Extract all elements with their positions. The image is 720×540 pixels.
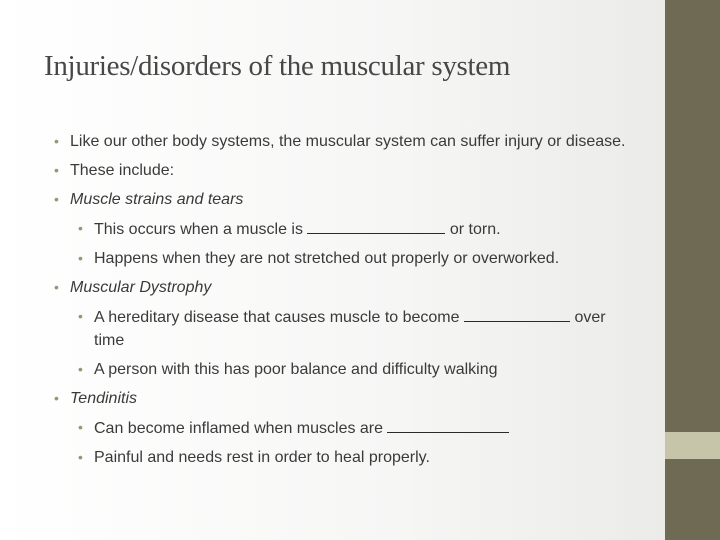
bullet-icon: • (54, 191, 59, 207)
sub-bullet-item (54, 217, 634, 241)
bullet-heading: Muscle strains and tears (70, 191, 244, 208)
sub-bullet-item (54, 247, 634, 270)
bullet-item (54, 276, 634, 299)
sub-bullet-item (54, 446, 634, 469)
sub-bullet-text: Painful and needs rest in order to heal properly. (94, 449, 430, 466)
bullet-text: These include: (70, 162, 175, 179)
fill-in-blank (464, 305, 570, 322)
sidebar-accent-band (665, 432, 720, 459)
bullet-item (54, 387, 634, 410)
sub-bullet-text: or torn. (449, 221, 501, 238)
sub-bullet-text: Happens when they are not stretched out properly or overworked. (94, 250, 560, 267)
bullet-icon: • (54, 162, 59, 178)
bullet-icon: • (78, 250, 83, 266)
fill-in-blank (307, 217, 445, 234)
sub-bullet-text: Can become inflamed when muscles are (94, 420, 384, 437)
sub-bullet-text: over time (94, 309, 606, 349)
sidebar-band-bottom (665, 459, 720, 540)
sub-bullet-text: A hereditary disease that causes muscle to become (94, 309, 460, 326)
bullet-icon: • (78, 419, 83, 435)
bullet-icon: • (54, 279, 59, 295)
bullet-icon: • (78, 308, 83, 324)
sub-bullet-item (54, 305, 634, 352)
fill-in-blank (387, 416, 509, 433)
bullet-heading: Muscular Dystrophy (70, 279, 212, 296)
bullet-item (54, 188, 634, 211)
bullet-text: Like our other body systems, the muscular system can suffer injury or disease. (70, 133, 626, 150)
slide-title: Injuries/disorders of the muscular system (44, 50, 511, 82)
bullet-icon: • (78, 361, 83, 377)
bullet-heading: Tendinitis (70, 390, 138, 407)
sub-bullet-text: A person with this has poor balance and difficulty walking (94, 361, 498, 378)
bullet-icon: • (54, 133, 59, 149)
bullet-item (54, 159, 634, 182)
sub-bullet-item (54, 358, 634, 381)
bullet-icon: • (78, 449, 83, 465)
slide-body (54, 130, 634, 475)
bullet-icon: • (54, 390, 59, 406)
bullet-icon: • (78, 220, 83, 236)
sidebar-band-top (665, 0, 720, 432)
sub-bullet-text: This occurs when a muscle is (94, 221, 303, 238)
sub-bullet-item (54, 416, 634, 440)
bullet-item (54, 130, 634, 153)
